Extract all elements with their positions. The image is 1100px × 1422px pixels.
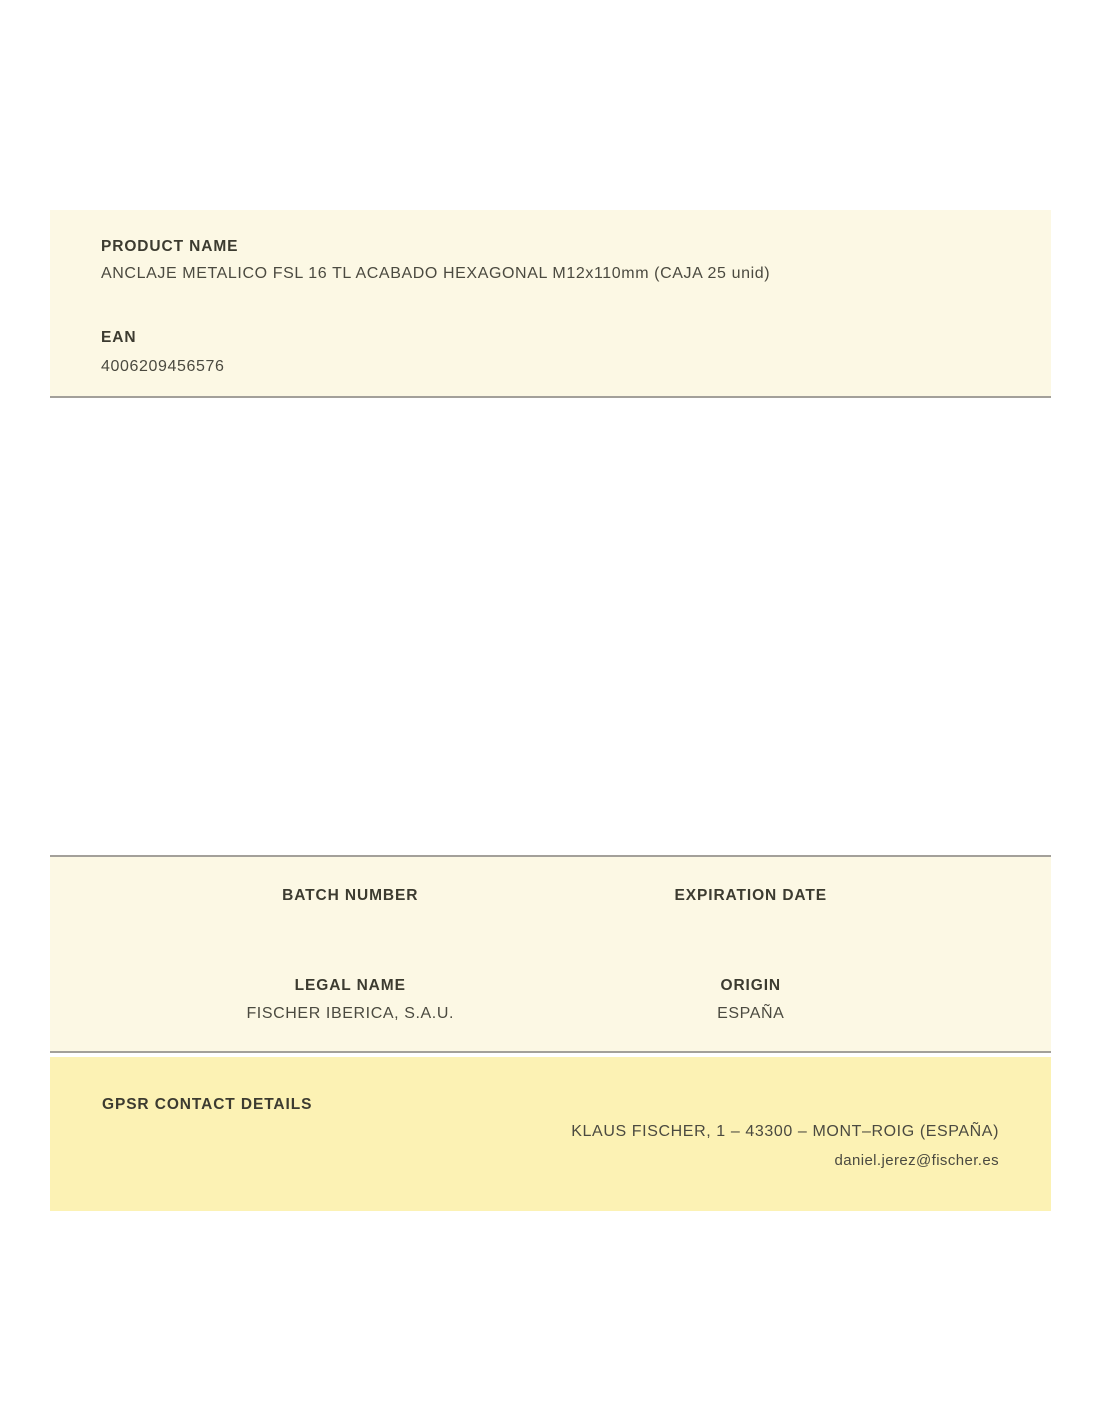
- product-info-panel: [50, 210, 1051, 398]
- gpsr-contact-address: KLAUS FISCHER, 1 – 43300 – MONT–ROIG (ESPAÑA): [571, 1123, 999, 1140]
- gpsr-contact-email: daniel.jerez@fischer.es: [834, 1152, 999, 1169]
- expiration-date-label: EXPIRATION DATE: [674, 887, 827, 904]
- legal-name-value: FISCHER IBERICA, S.A.U.: [246, 1005, 455, 1022]
- legal-name-label: LEGAL NAME: [294, 977, 406, 994]
- origin-field: [551, 976, 952, 1023]
- batch-number-field: [150, 886, 551, 905]
- batch-origin-panel: [50, 855, 1051, 1053]
- ean-label: EAN: [101, 329, 137, 346]
- product-name-value: ANCLAJE METALICO FSL 16 TL ACABADO HEXAGONAL M12x110mm (CAJA 25 unid): [101, 265, 771, 282]
- origin-value: ESPAÑA: [717, 1005, 785, 1022]
- origin-label: ORIGIN: [720, 977, 781, 994]
- product-name-label: PRODUCT NAME: [101, 238, 239, 255]
- batch-expiration-row: [150, 886, 951, 905]
- expiration-date-field: [551, 886, 952, 905]
- legal-origin-row: [150, 976, 951, 1023]
- legal-name-field: [150, 976, 551, 1023]
- gpsr-contact-heading: GPSR CONTACT DETAILS: [102, 1096, 313, 1113]
- gpsr-contact-panel: [50, 1057, 1051, 1211]
- product-name-field: [101, 237, 1000, 283]
- batch-number-label: BATCH NUMBER: [282, 887, 419, 904]
- ean-field: [101, 328, 1000, 376]
- ean-value: 4006209456576: [101, 358, 225, 375]
